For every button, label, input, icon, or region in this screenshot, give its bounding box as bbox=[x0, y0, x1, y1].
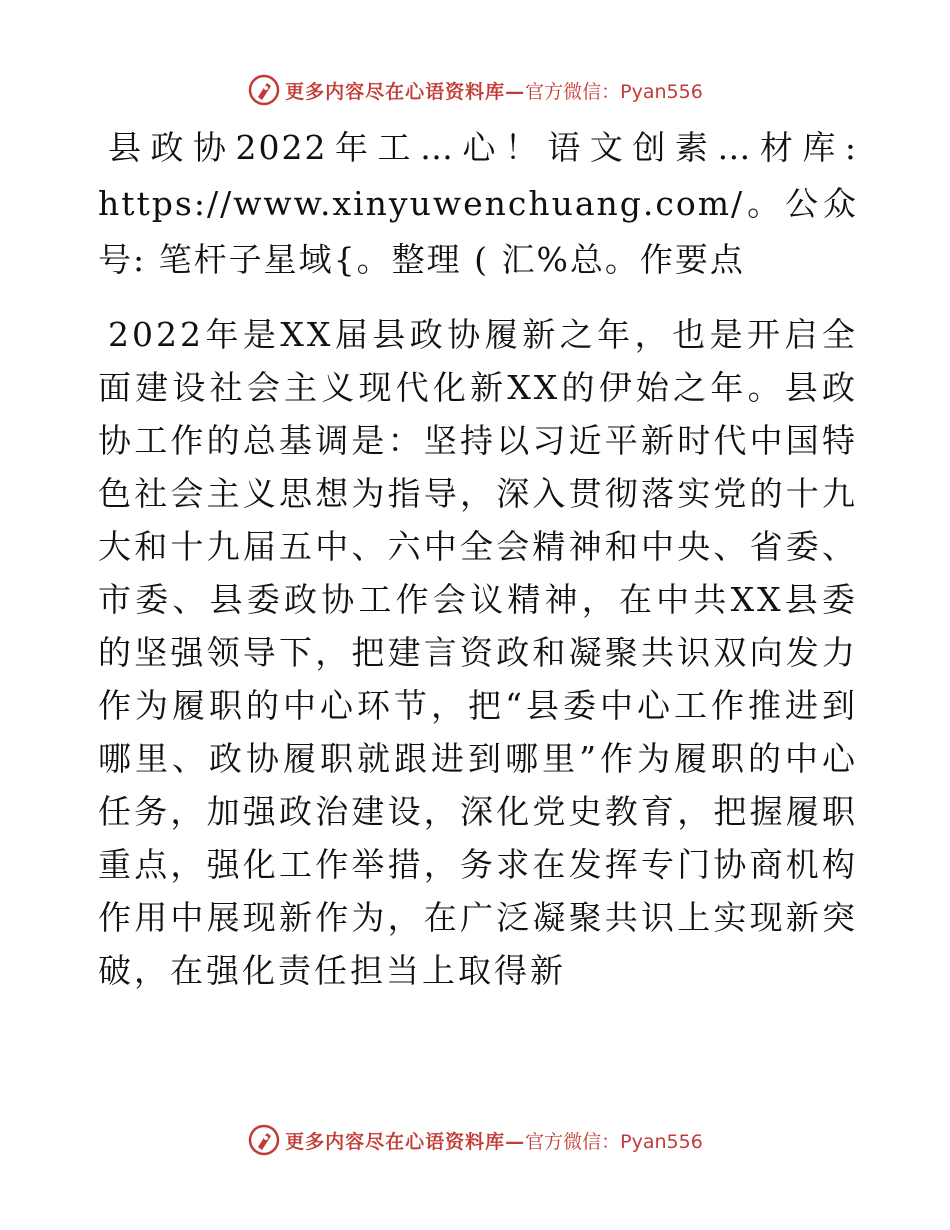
watermark-contact-text: 官方微信：Pyan556 bbox=[525, 1130, 703, 1153]
pen-nib-logo-icon bbox=[247, 1123, 281, 1157]
body-paragraph: 2022年是XX届县政协履新之年，也是开启全面建设社会主义现代化新XX的伊始之年。县政协工作的总基调是：坚持以习近平新时代中国特色社会主义思想为指导，深入贯彻落实党的十九大和十九届五中、六中全会精神和中央、省委、市委、县委政协工作会议精神，在中共XX县委的坚强领导下，把建言资政和凝聚共识双向发力作为履职的中心环节，把“县委中心工作推进到哪里、政协履职就跟进到哪里”作为履职的中心任务，加强政治建设，深化党史教育，把握履职重点，强化工作举措，务求在发挥专门协商机构作用中展现新作为，在广泛凝聚共识上实现新突破，在强化责任担当上取得新 bbox=[98, 315, 858, 990]
pen-nib-logo-icon bbox=[247, 73, 281, 107]
watermark-site-text: 更多内容尽在心语资料库— bbox=[285, 80, 526, 103]
watermark-site-text: 更多内容尽在心语资料库— bbox=[285, 1130, 526, 1153]
watermark-footer bbox=[0, 1120, 950, 1160]
document-body bbox=[98, 120, 858, 997]
watermark-header bbox=[0, 70, 950, 110]
document-title: 县政协2022年工…心！语文创素…材库: https://www.xinyuwenchuang.com/。公众号: 笔杆子星域{。整理 ( 汇%总。作要点 bbox=[98, 128, 858, 279]
watermark-contact-text: 官方微信：Pyan556 bbox=[525, 80, 703, 103]
